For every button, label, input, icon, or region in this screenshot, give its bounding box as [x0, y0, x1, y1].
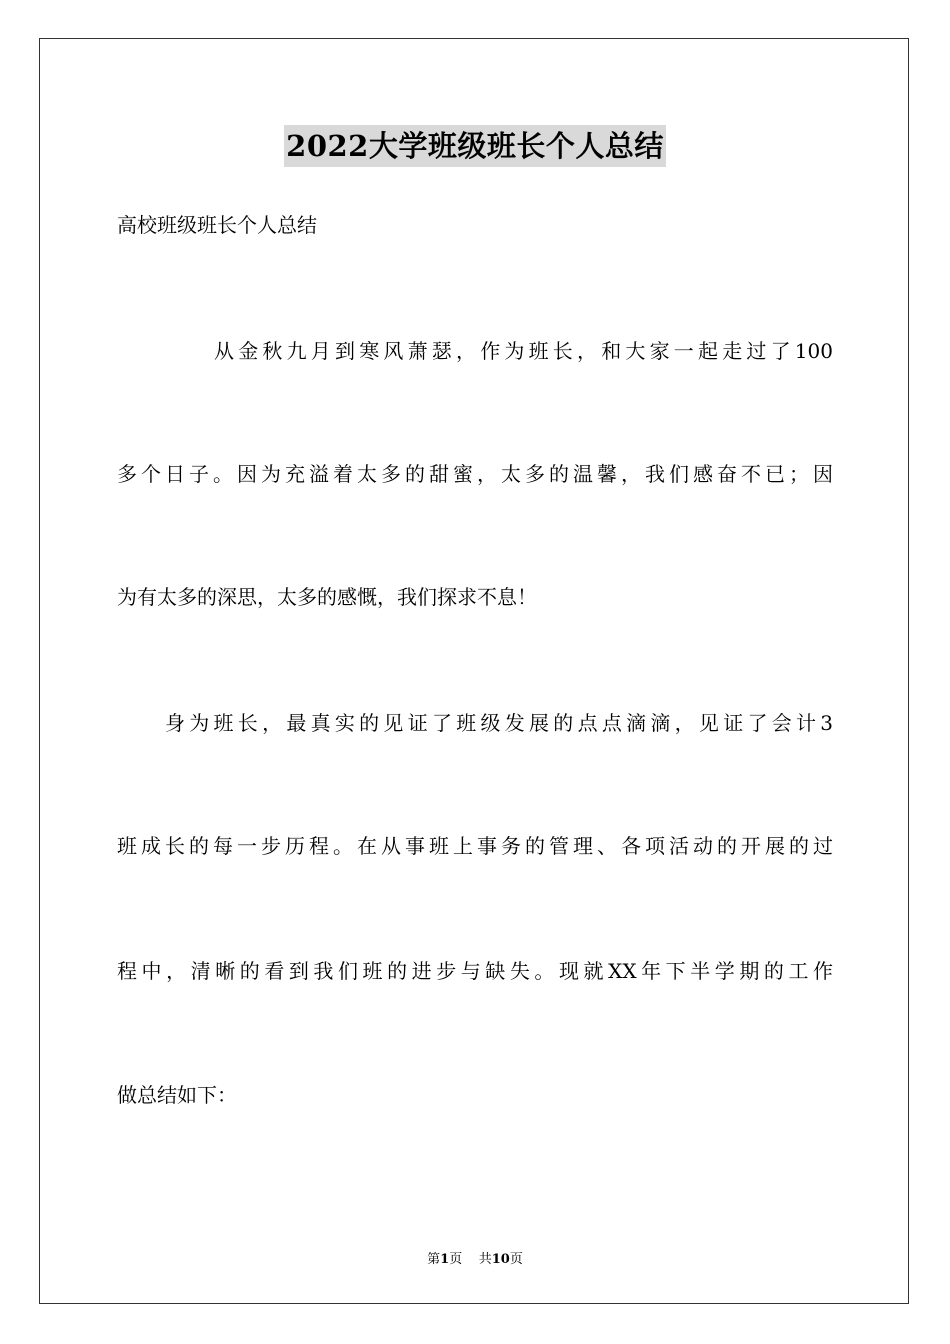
- footer-page-unit: 页: [449, 1252, 463, 1267]
- footer-page-total: 10: [491, 1252, 510, 1267]
- paragraph-2-line-3: 程中，清晰的看到我们班的进步与缺失。现就XX年下半学期的工作: [117, 959, 833, 983]
- footer-page-prefix: 第: [427, 1252, 441, 1267]
- footer-total-unit: 页: [509, 1252, 523, 1267]
- title-container: [0, 125, 950, 167]
- document-title: 2022大学班级班长个人总结: [284, 125, 666, 167]
- paragraph-1-line-2: 多个日子。因为充溢着太多的甜蜜，太多的温馨，我们感奋不已；因: [117, 462, 833, 486]
- footer-page-current: 1: [440, 1252, 450, 1267]
- paragraph-1-line-1: 从金秋九月到寒风萧瑟，作为班长，和大家一起走过了100: [214, 339, 833, 363]
- paragraph-1-line-3: 为有太多的深思，太多的感慨，我们探求不息！: [117, 585, 537, 609]
- footer-total-prefix: 共: [478, 1252, 492, 1267]
- document-subtitle: 高校班级班长个人总结: [117, 213, 317, 237]
- page-footer: [0, 1248, 950, 1267]
- paragraph-2-line-2: 班成长的每一步历程。在从事班上事务的管理、各项活动的开展的过: [117, 834, 833, 858]
- paragraph-2-line-4: 做总结如下：: [117, 1083, 237, 1107]
- paragraph-2-line-1: 身为班长，最真实的见证了班级发展的点点滴滴，见证了会计3: [165, 711, 833, 735]
